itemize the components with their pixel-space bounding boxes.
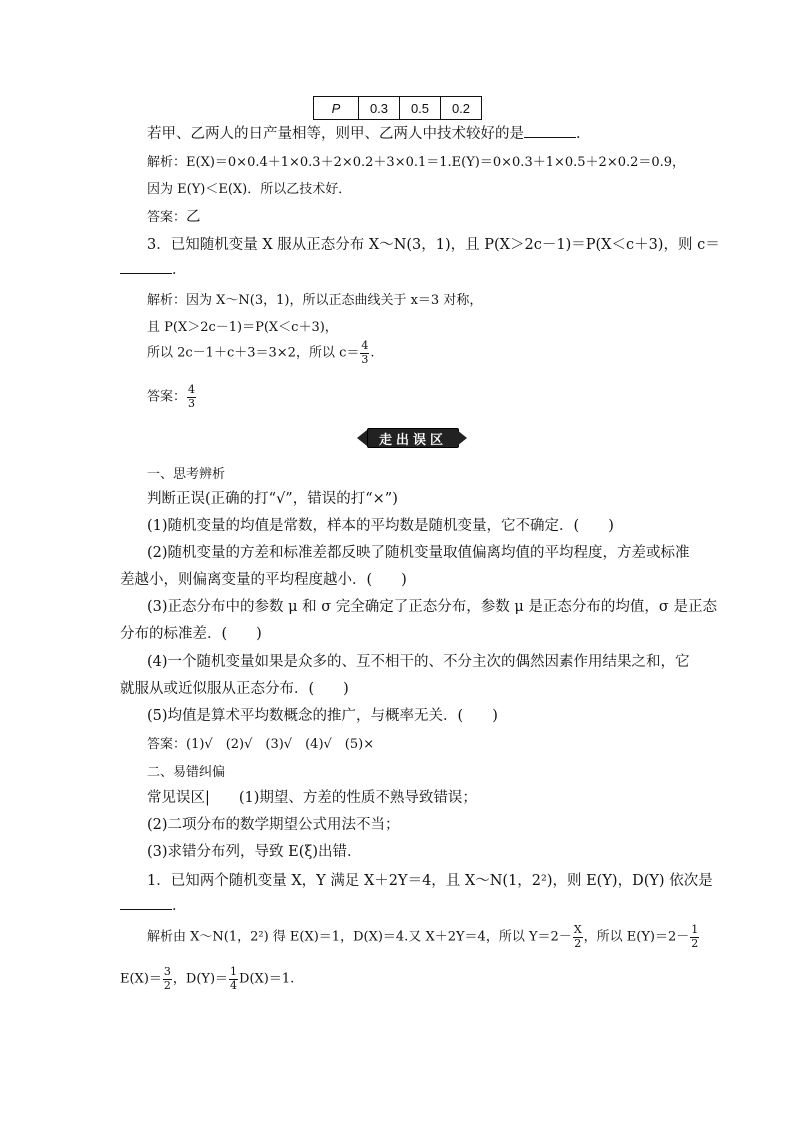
solution-text: D(X)＝1. bbox=[239, 971, 295, 987]
q3-stem: 3．已知随机变量 X 服从正态分布 X～N(3，1)，且 P(X＞2c－1)＝P(X＜c＋3)，则 c＝ bbox=[147, 237, 720, 253]
s2-q1-blank: ． bbox=[120, 894, 187, 915]
probability-table bbox=[313, 96, 482, 120]
fraction bbox=[360, 340, 369, 366]
common-mistake-3: (3)求错分布列，导致 E(ξ)出错． bbox=[147, 844, 362, 860]
fraction-numerator: 4 bbox=[188, 383, 196, 396]
q2-solution-line1 bbox=[147, 151, 685, 170]
banner-label: 走出误区 bbox=[367, 428, 459, 448]
q3-solution-line2: 且 P(X＞2c－1)＝P(X＜c＋3)， bbox=[147, 320, 338, 335]
solution-text: 所以 2c－1＋c＋3＝3×2，所以 c＝ bbox=[147, 345, 360, 361]
q3-solution-line3: 所以 2c－1＋c＋3＝3×2，所以 c＝ $\frac{4}{3}$ . bbox=[147, 339, 375, 366]
answer-label: 答案： bbox=[147, 389, 187, 405]
judgement-item-1: (1)随机变量的均值是常数，样本的平均数是随机变量，它不确定．( ) bbox=[147, 518, 614, 534]
fraction-numerator: 4 bbox=[361, 339, 369, 352]
q3-answer bbox=[147, 384, 197, 410]
answer-value: 乙 bbox=[186, 209, 201, 225]
fraction-denominator: 3 bbox=[361, 352, 369, 366]
fraction bbox=[573, 924, 583, 950]
fraction-denominator: 2 bbox=[691, 936, 699, 950]
q2-stem: 若甲、乙两人的日产量相等，则甲、乙两人中技术较好的是 ． bbox=[147, 126, 591, 142]
fraction bbox=[163, 966, 172, 992]
judgement-item-3: (3)正态分布中的参数 μ 和 σ 完全确定了正态分布，参数 μ 是正态分布的均值，σ 是正态 bbox=[147, 599, 717, 615]
table-cell: 0.3 bbox=[359, 97, 400, 120]
common-mistake-2: (2)二项分布的数学期望公式用法不当； bbox=[147, 817, 400, 833]
solution-text: ，D(Y)＝ bbox=[172, 971, 229, 987]
judgement-item-3-cont: 分布的标准差．( ) bbox=[120, 626, 262, 642]
fraction-numerator: 1 bbox=[691, 923, 699, 936]
fraction bbox=[229, 966, 238, 992]
fraction-denominator: 3 bbox=[188, 396, 196, 410]
fraction-denominator: 2 bbox=[574, 936, 582, 950]
s2-q1-solution-line1 bbox=[147, 924, 700, 950]
answer-label: 答案： bbox=[147, 210, 187, 225]
section2-title: 二、易错纠偏 bbox=[147, 765, 226, 780]
fraction-numerator: X bbox=[573, 923, 582, 936]
fraction-numerator: 3 bbox=[163, 965, 171, 978]
section-banner bbox=[357, 427, 467, 449]
q3-stem-blank: ． bbox=[120, 258, 187, 279]
q2-solution-line2: 因为 E(Y)＜E(X)．所以乙技术好． bbox=[147, 182, 352, 197]
common-mistake-1: 常见误区| (1)期望、方差的性质不熟导致错误； bbox=[147, 790, 477, 806]
fraction bbox=[187, 384, 196, 410]
fraction-denominator: 4 bbox=[230, 978, 238, 992]
solution-text: ，所以 E(Y)＝2－ bbox=[583, 929, 690, 945]
section1-instruction: 判断正误(正确的打“√”，错误的打“×”) bbox=[147, 491, 398, 507]
solution-label: 解析： bbox=[147, 155, 187, 170]
judgement-item-5: (5)均值是算术平均数概念的推广，与概率无关．( ) bbox=[147, 708, 498, 724]
judgement-item-4-cont: 就服从或近似服从正态分布．( ) bbox=[120, 681, 349, 697]
q2-answer bbox=[147, 205, 201, 226]
fraction-denominator: 2 bbox=[163, 978, 171, 992]
q3-solution-line1: 解析：因为 X～N(3，1)，所以正态曲线关于 x＝3 对称， bbox=[147, 293, 483, 308]
judgement-item-2: (2)随机变量的方差和标准差都反映了随机变量取值偏离均值的平均程度，方差或标准 bbox=[147, 545, 690, 561]
fraction-numerator: 1 bbox=[230, 965, 238, 978]
section1-title: 一、思考辨析 bbox=[147, 467, 226, 482]
judgement-item-4: (4)一个随机变量如果是众多的、互不相干的、不分主次的偶然因素作用结果之和，它 bbox=[147, 654, 690, 670]
q2-stem-text: 若甲、乙两人的日产量相等，则甲、乙两人中技术较好的是 bbox=[147, 126, 524, 142]
banner-left-wing bbox=[357, 430, 367, 446]
fraction bbox=[690, 924, 699, 950]
judgement-item-2-cont: 差越小，则偏离变量的平均程度越小．( ) bbox=[120, 572, 407, 588]
section1-answer: 答案：(1)√ (2)√ (3)√ (4)√ (5)× bbox=[147, 737, 375, 752]
banner-right-wing bbox=[457, 430, 467, 446]
answer-blank bbox=[524, 125, 576, 138]
s2-q1-stem: 1．已知两个随机变量 X，Y 满足 X＋2Y＝4，且 X～N(1，2²)，则 E(Y)，D(Y) 依次是 bbox=[147, 873, 713, 889]
solution-text: E(X)＝ bbox=[120, 971, 162, 987]
table-cell: P bbox=[314, 97, 359, 120]
answer-blank bbox=[120, 897, 172, 910]
solution-text: E(X)＝0×0.4＋1×0.3＋2×0.2＋3×0.1＝1.E(Y)＝0×0.3＋1×0.5＋2×0.2＝0.9， bbox=[186, 155, 686, 170]
table-cell: 0.2 bbox=[441, 97, 482, 120]
table-row bbox=[314, 97, 482, 120]
table-cell: 0.5 bbox=[400, 97, 441, 120]
answer-blank bbox=[120, 261, 172, 274]
solution-text: 解析由 X～N(1，2²) 得 E(X)＝1，D(X)＝4.又 X＋2Y＝4，所以 Y＝2－ bbox=[147, 929, 572, 945]
s2-q1-solution-line2 bbox=[120, 966, 294, 992]
